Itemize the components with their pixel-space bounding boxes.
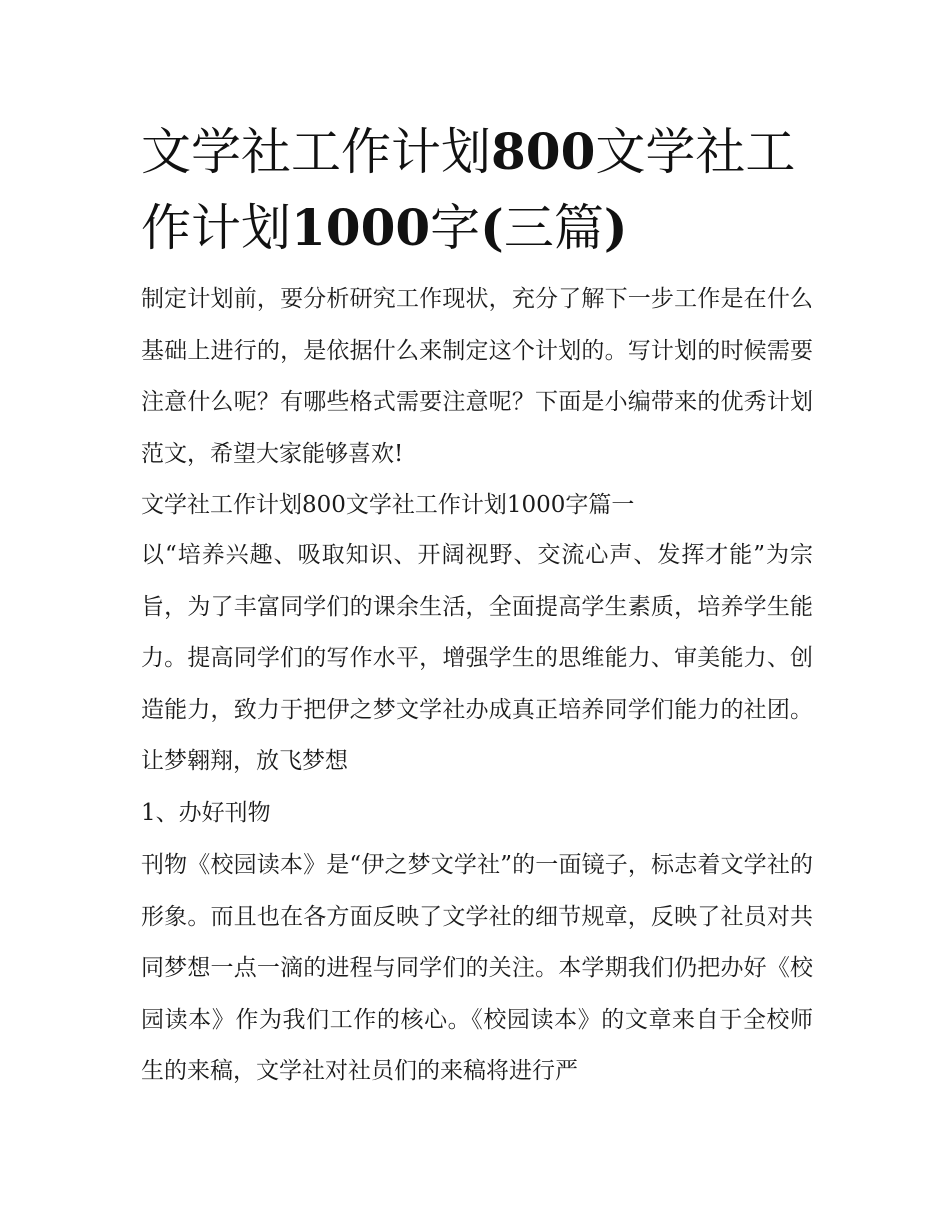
item1-heading: 1、办好刊物 bbox=[141, 800, 271, 826]
section-heading: 文学社工作计划800文学社工作计划1000字篇一 bbox=[141, 492, 635, 518]
purpose-paragraph: 以“培养兴趣、吸取知识、开阔视野、交流心声、发挥才能”为宗旨，为了丰富同学们的课余生活，全面提高学生素质，培养学生能力。提高同学们的写作水平，增强学生的思维能力、审美能力、创造能力，致力于把伊之梦文学社办成真正培养同学们能力的社团。让梦翱翔，放飞梦想 bbox=[141, 542, 813, 774]
item1-paragraph: 刊物《校园读本》是“伊之梦文学社”的一面镜子，标志着文学社的形象。而且也在各方面反映了文学社的细节规章，反映了社员对共同梦想一点一滴的进程与同学们的关注。本学期我们仍把办好《校园读本》作为我们工作的核心。《校园读本》的文章来自于全校师生的来稿，文学社对社员们的来稿将进行严 bbox=[141, 852, 813, 1084]
document-title: 文学社工作计划800文学社工作计划1000字(三篇) bbox=[141, 122, 796, 257]
intro-paragraph: 制定计划前，要分析研究工作现状，充分了解下一步工作是在什么基础上进行的，是依据什么来制定这个计划的。写计划的时候需要注意什么呢？有哪些格式需要注意呢？下面是小编带来的优秀计划范文，希望大家能够喜欢! bbox=[141, 286, 813, 467]
